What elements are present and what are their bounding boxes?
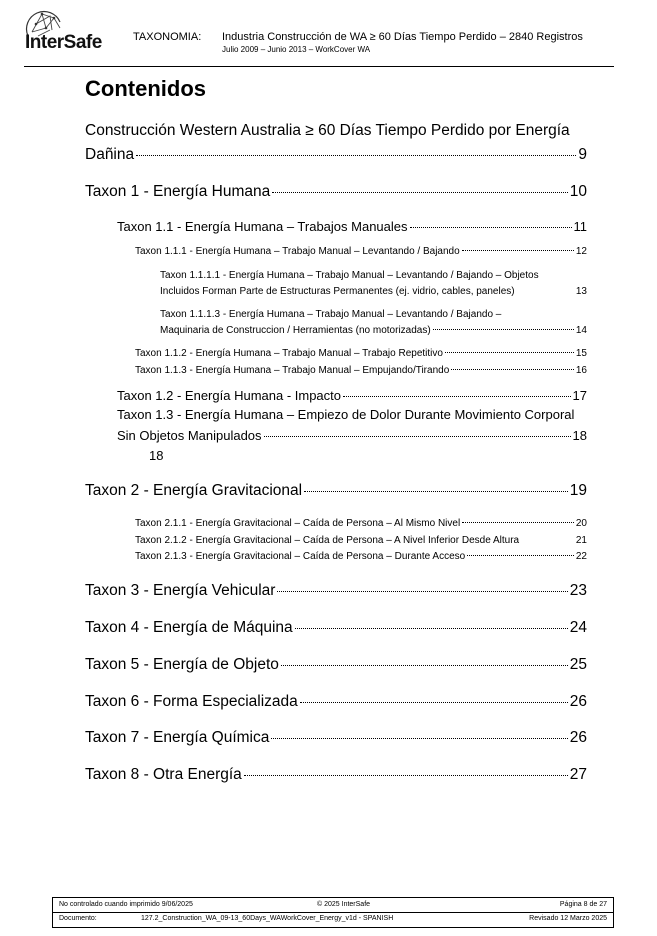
toc-entry-taxon-1-1[interactable] <box>117 219 587 234</box>
toc-entry-label: Maquinaria de Construccion / Herramientas (no motorizadas) <box>160 325 431 336</box>
toc-entry-taxon-2-1-3[interactable] <box>135 551 587 562</box>
toc-stray-page-number: 18 <box>149 448 164 463</box>
toc-entry-taxon-8[interactable] <box>85 766 587 784</box>
toc-entry-label: Taxon 1 - Energía Humana <box>85 183 271 200</box>
toc-entry-label: Taxon 2.1.2 - Energía Gravitacional – Caída de Persona – A Nivel Inferior Desde Altura <box>135 535 520 546</box>
toc-entry-taxon-6[interactable] <box>85 693 587 711</box>
toc-page-number: 22 <box>575 551 587 562</box>
toc-page-number: 14 <box>575 325 587 336</box>
toc-taxon-1-1-1-1-line1[interactable]: Taxon 1.1.1.1 - Energía Humana – Trabajo Manual – Levantando / Bajando – Objetos <box>160 270 539 281</box>
toc-leader <box>271 738 567 739</box>
footer-doc-name: 127.2_Construction_WA_09-13_60Days_WAWorkCover_Energy_v1d - SPANISH <box>141 915 394 922</box>
toc-entry-label: Taxon 1.1.2 - Energía Humana – Trabajo Manual – Trabajo Repetitivo <box>135 348 443 359</box>
toc-heading: Contenidos <box>85 76 206 101</box>
toc-entry-taxon-3[interactable] <box>85 582 587 600</box>
toc-page-number: 11 <box>573 219 587 234</box>
toc-entry-taxon-1-2[interactable] <box>117 388 587 403</box>
toc-taxon-1-3-line1[interactable]: Taxon 1.3 - Energía Humana – Empiezo de Dolor Durante Movimiento Corporal <box>117 407 575 422</box>
toc-page-number: 15 <box>575 348 587 359</box>
toc-entry-intro[interactable] <box>85 146 587 164</box>
footer-page: Página 8 de 27 <box>559 901 607 908</box>
footer-uncontrolled: No controlado cuando imprimido 9/06/2025 <box>59 901 193 908</box>
toc-page-number: 21 <box>575 535 587 546</box>
toc-entry-label: Sin Objetos Manipulados <box>117 428 262 443</box>
header-title: Industria Construcción de WA ≥ 60 Días Tiempo Perdido – 2840 Registros <box>222 31 583 43</box>
toc-leader <box>304 491 568 492</box>
toc-page-number: 20 <box>575 518 587 529</box>
toc-entry-taxon-5[interactable] <box>85 656 587 674</box>
toc-entry-label: Taxon 2.1.1 - Energía Gravitacional – Caída de Persona – Al Mismo Nivel <box>135 518 461 529</box>
toc-entry-label: Taxon 7 - Energía Química <box>85 729 270 746</box>
toc-page-number: 12 <box>575 246 587 257</box>
toc-entry-taxon-2-1-2[interactable] <box>135 535 587 546</box>
toc-entry-label: Taxon 1.1.3 - Energía Humana – Trabajo Manual – Empujando/Tirando <box>135 365 450 376</box>
toc-entry-label: Taxon 2.1.3 - Energía Gravitacional – Caída de Persona – Durante Acceso <box>135 551 466 562</box>
toc-leader <box>451 369 574 370</box>
page-header <box>24 10 614 67</box>
footer-revised: Revisado 12 Marzo 2025 <box>529 915 607 922</box>
toc-entry-label: Dañina <box>85 146 135 163</box>
toc-page-number: 16 <box>575 365 587 376</box>
toc-entry-label: Taxon 3 - Energía Vehicular <box>85 582 276 599</box>
toc-entry-label: Taxon 8 - Otra Energía <box>85 766 242 783</box>
toc-page-number: 24 <box>569 619 587 636</box>
toc-page-number: 9 <box>578 146 587 163</box>
toc-page-number: 13 <box>575 286 587 297</box>
header-subtitle: Julio 2009 – Junio 2013 – WorkCover WA <box>222 45 371 54</box>
toc-entry-taxon-2-1-1[interactable] <box>135 518 587 529</box>
toc-leader <box>462 250 574 251</box>
toc-entry-label: Taxon 1.2 - Energía Humana - Impacto <box>117 388 342 403</box>
logo-text: InterSafe <box>25 32 102 53</box>
toc-leader <box>462 522 574 523</box>
toc-entry-label: Taxon 6 - Forma Especializada <box>85 693 298 710</box>
toc-page-number: 19 <box>569 482 587 499</box>
footer-copyright: © 2025 InterSafe <box>317 901 371 908</box>
toc-entry-label: Taxon 1.1.1 - Energía Humana – Trabajo Manual – Levantando / Bajando <box>135 246 460 257</box>
toc-entry-taxon-1-1-2[interactable] <box>135 348 587 359</box>
toc-entry-label: Taxon 2 - Energía Gravitacional <box>85 482 303 499</box>
toc-leader <box>244 775 568 776</box>
toc-entry-taxon-1[interactable] <box>85 183 587 201</box>
toc-entry-label: Taxon 1.1 - Energía Humana – Trabajos Manuales <box>117 219 408 234</box>
toc-entry-label: Incluidos Forman Parte de Estructuras Permanentes (ej. vidrio, cables, paneles) <box>160 286 515 297</box>
toc-entry-taxon-2[interactable] <box>85 482 587 500</box>
header-label: TAXONOMIA: <box>133 31 202 43</box>
toc-leader <box>300 702 568 703</box>
toc-leader <box>281 665 568 666</box>
toc-intro-line1[interactable]: Construcción Western Australia ≥ 60 Días Tiempo Perdido por Energía <box>85 122 570 139</box>
footer-row-1 <box>53 898 613 913</box>
toc-entry-label: Taxon 4 - Energía de Máquina <box>85 619 293 636</box>
toc-leader <box>136 155 576 156</box>
toc-entry-taxon-1-1-1-3[interactable] <box>160 325 587 336</box>
toc-leader <box>467 555 574 556</box>
toc-page-number: 10 <box>569 183 587 200</box>
toc-leader <box>272 192 568 193</box>
toc-page-number: 26 <box>569 729 587 746</box>
toc-leader <box>410 227 572 228</box>
toc-entry-taxon-1-1-3[interactable] <box>135 365 587 376</box>
page-footer <box>52 897 614 928</box>
toc-taxon-1-1-1-3-line1[interactable]: Taxon 1.1.1.3 - Energía Humana – Trabajo Manual – Levantando / Bajando – <box>160 309 502 320</box>
toc-leader <box>433 329 574 330</box>
toc-leader <box>264 436 571 437</box>
footer-row-2 <box>53 912 613 926</box>
toc-page-number: 25 <box>569 656 587 673</box>
toc-page-number: 17 <box>572 388 587 403</box>
toc-entry-label: Taxon 5 - Energía de Objeto <box>85 656 279 673</box>
toc-entry-taxon-1-3[interactable] <box>117 428 587 443</box>
toc-entry-taxon-1-1-1-1[interactable] <box>160 286 587 297</box>
toc-page-number: 18 <box>572 428 587 443</box>
toc-page-number: 27 <box>569 766 587 783</box>
toc-entry-taxon-7[interactable] <box>85 729 587 747</box>
toc-leader <box>295 628 568 629</box>
toc-page-number: 26 <box>569 693 587 710</box>
toc-entry-taxon-4[interactable] <box>85 619 587 637</box>
intersafe-logo <box>24 10 124 56</box>
toc-leader <box>343 396 571 397</box>
toc-entry-taxon-1-1-1[interactable] <box>135 246 587 257</box>
toc-leader <box>277 591 567 592</box>
toc-leader <box>445 352 574 353</box>
toc-page-number: 23 <box>569 582 587 599</box>
footer-doc-label: Documento: <box>59 915 97 922</box>
